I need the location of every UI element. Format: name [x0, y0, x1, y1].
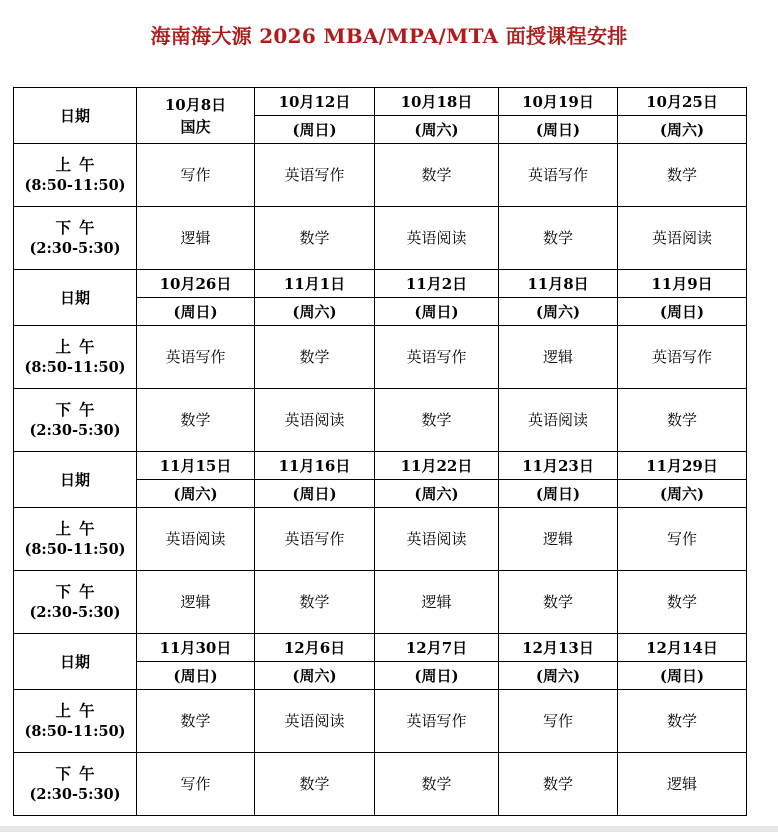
- course-cell: 逻辑: [137, 207, 255, 270]
- period-name: 下午: [55, 763, 103, 783]
- weekday-cell: (周六): [255, 662, 375, 690]
- date-cell: 10月26日: [137, 270, 255, 298]
- course-cell: 逻辑: [618, 753, 747, 816]
- period-time: (8:50-11:50): [24, 359, 126, 377]
- weekday-cell: (周六): [618, 480, 747, 508]
- period-time: (2:30-5:30): [29, 240, 121, 258]
- course-cell: 数学: [137, 389, 255, 452]
- date-label: 日期: [14, 452, 137, 508]
- date-cell: 11月2日: [375, 270, 499, 298]
- course-cell: 数学: [375, 753, 499, 816]
- weekday-cell: (周日): [375, 662, 499, 690]
- course-cell: 数学: [618, 571, 747, 634]
- course-cell: 逻辑: [375, 571, 499, 634]
- bottom-strip: [0, 826, 778, 832]
- course-cell: 写作: [137, 753, 255, 816]
- course-cell: 英语写作: [499, 144, 618, 207]
- weekday-cell: (周六): [499, 662, 618, 690]
- course-cell: 数学: [499, 207, 618, 270]
- date-label: 日期: [14, 634, 137, 690]
- course-cell: 数学: [255, 326, 375, 389]
- date-cell: 12月14日: [618, 634, 747, 662]
- schedule-table: [13, 87, 747, 816]
- date-cell: 10月12日: [255, 88, 375, 116]
- course-cell: 英语写作: [255, 508, 375, 571]
- date-cell: 12月6日: [255, 634, 375, 662]
- weekday-cell: (周日): [375, 298, 499, 326]
- weekday-cell: (周日): [255, 116, 375, 144]
- date-cell: 11月9日: [618, 270, 747, 298]
- period-name: 上午: [55, 518, 103, 538]
- period-time: (8:50-11:50): [24, 723, 126, 741]
- course-cell: 逻辑: [137, 571, 255, 634]
- date-cell: 12月13日: [499, 634, 618, 662]
- period-name: 上午: [55, 154, 103, 174]
- date-cell: 10月25日: [618, 88, 747, 116]
- period-name: 下午: [55, 217, 103, 237]
- course-cell: 写作: [618, 508, 747, 571]
- date-cell: 10月19日: [499, 88, 618, 116]
- course-cell: 英语写作: [137, 326, 255, 389]
- date-row: [14, 452, 747, 480]
- date-row: [14, 88, 747, 116]
- page-title: 海南海大源 2026 MBA/MPA/MTA 面授课程安排: [150, 24, 628, 48]
- am-period-label: [14, 690, 137, 753]
- course-cell: 逻辑: [499, 326, 618, 389]
- weekday-cell: (周日): [255, 480, 375, 508]
- weekday-cell: (周六): [618, 116, 747, 144]
- pm-period-label: [14, 571, 137, 634]
- period-time: (2:30-5:30): [29, 604, 121, 622]
- date-cell: 12月7日: [375, 634, 499, 662]
- course-cell: 英语阅读: [499, 389, 618, 452]
- course-cell: 数学: [255, 207, 375, 270]
- course-cell: 写作: [137, 144, 255, 207]
- period-name: 上午: [55, 700, 103, 720]
- course-cell: 数学: [618, 690, 747, 753]
- pm-row: [14, 207, 747, 270]
- weekday-cell: (周日): [137, 662, 255, 690]
- course-cell: 英语阅读: [618, 207, 747, 270]
- course-cell: 数学: [499, 753, 618, 816]
- course-cell: 逻辑: [499, 508, 618, 571]
- course-cell: 英语写作: [375, 326, 499, 389]
- date-row: [14, 634, 747, 662]
- date-cell: 11月30日: [137, 634, 255, 662]
- holiday-text: 国庆: [180, 117, 211, 136]
- course-cell: 数学: [255, 753, 375, 816]
- course-cell: 英语写作: [618, 326, 747, 389]
- period-time: (8:50-11:50): [24, 541, 126, 559]
- date-cell: 11月22日: [375, 452, 499, 480]
- weekday-cell: (周日): [618, 298, 747, 326]
- am-row: [14, 508, 747, 571]
- weekday-cell: (周日): [137, 298, 255, 326]
- course-cell: 英语阅读: [375, 207, 499, 270]
- am-period-label: [14, 508, 137, 571]
- course-cell: 数学: [618, 144, 747, 207]
- course-cell: 数学: [137, 690, 255, 753]
- date-label: 日期: [14, 88, 137, 144]
- date-cell: 11月15日: [137, 452, 255, 480]
- pm-row: [14, 753, 747, 816]
- weekday-cell: (周六): [255, 298, 375, 326]
- date-row: [14, 270, 747, 298]
- weekday-cell: (周六): [375, 480, 499, 508]
- weekday-cell: (周六): [499, 298, 618, 326]
- course-cell: 数学: [375, 389, 499, 452]
- date-cell: 11月23日: [499, 452, 618, 480]
- date-cell: 11月8日: [499, 270, 618, 298]
- period-time: (2:30-5:30): [29, 422, 121, 440]
- date-cell: 11月1日: [255, 270, 375, 298]
- course-cell: 数学: [499, 571, 618, 634]
- weekday-cell: (周日): [618, 662, 747, 690]
- date-text: 10月8日: [164, 95, 227, 114]
- am-period-label: [14, 144, 137, 207]
- date-cell: 11月29日: [618, 452, 747, 480]
- period-time: (2:30-5:30): [29, 786, 121, 804]
- am-row: [14, 690, 747, 753]
- course-cell: 英语写作: [255, 144, 375, 207]
- period-name: 上午: [55, 336, 103, 356]
- pm-row: [14, 571, 747, 634]
- period-time: (8:50-11:50): [24, 177, 126, 195]
- course-cell: 英语写作: [375, 690, 499, 753]
- pm-period-label: [14, 753, 137, 816]
- date-cell: 10月18日: [375, 88, 499, 116]
- pm-period-label: [14, 389, 137, 452]
- am-period-label: [14, 326, 137, 389]
- weekday-cell: (周日): [499, 116, 618, 144]
- course-cell: 写作: [499, 690, 618, 753]
- course-cell: 数学: [255, 571, 375, 634]
- course-cell: 英语阅读: [255, 389, 375, 452]
- am-row: [14, 144, 747, 207]
- course-cell: 英语阅读: [255, 690, 375, 753]
- weekday-cell: (周六): [375, 116, 499, 144]
- schedule-body: [14, 88, 747, 816]
- date-cell-holiday: [137, 88, 255, 144]
- am-row: [14, 326, 747, 389]
- weekday-cell: (周六): [137, 480, 255, 508]
- date-cell: 11月16日: [255, 452, 375, 480]
- pm-row: [14, 389, 747, 452]
- course-cell: 数学: [375, 144, 499, 207]
- date-label: 日期: [14, 270, 137, 326]
- period-name: 下午: [55, 399, 103, 419]
- period-name: 下午: [55, 581, 103, 601]
- course-cell: 英语阅读: [375, 508, 499, 571]
- course-cell: 数学: [618, 389, 747, 452]
- course-cell: 英语阅读: [137, 508, 255, 571]
- pm-period-label: [14, 207, 137, 270]
- weekday-cell: (周日): [499, 480, 618, 508]
